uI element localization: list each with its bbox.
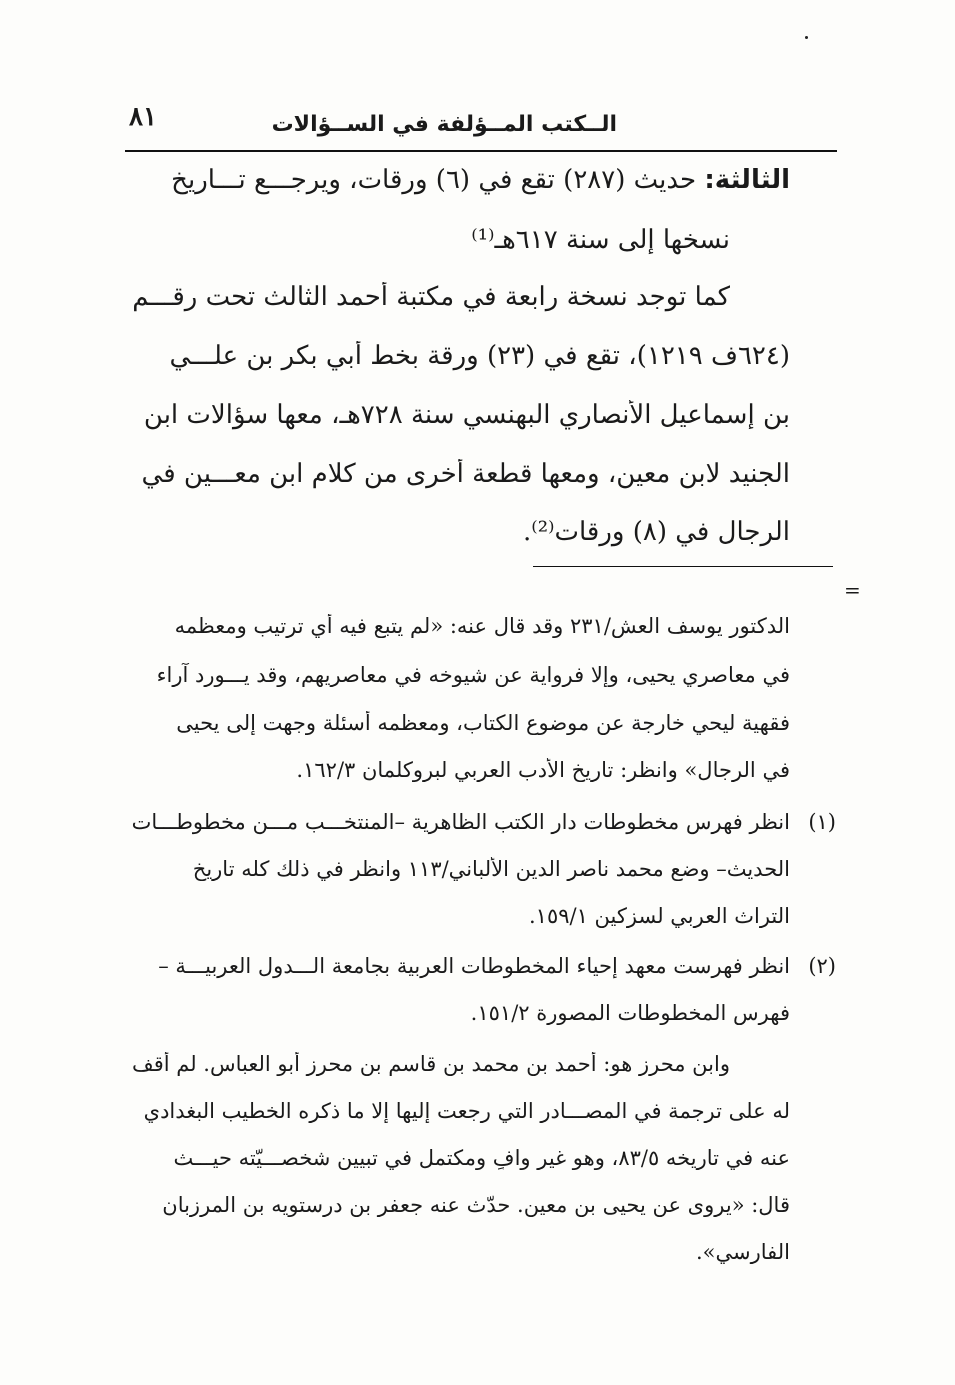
footnote-number: (٢): [808, 954, 836, 978]
running-title: الــكتب المــؤلفة في الســؤالات: [271, 112, 617, 137]
section-lead: الثالثة:: [704, 165, 790, 195]
text-line: [128, 165, 790, 195]
note-line: عنه في تاريخه ٨٣/٥، وهو غير وافٍ ومكتمل في تبيين شخصـــيّته حيـــث: [173, 1146, 790, 1170]
note-line: قال: «يروى عن يحيى بن معين. حدّث عنه جعفر بن درستويه بن المرزبان: [162, 1193, 790, 1217]
text-line: بن إسماعيل الأنصاري البهنسي سنة ٧٢٨هـ، معها سؤالات ابن: [143, 400, 790, 430]
main-text: [128, 0, 790, 560]
footnote-1: [128, 810, 836, 834]
text-span: حديث (٢٨٧) تقع في (٦) ورقات، ويرجـــع تـــاريخ: [171, 165, 697, 195]
footnote-line: فهرس المخطوطات المصورة ١٥١/٢.: [470, 1001, 790, 1025]
footnote-line: الدكتور يوسف العش/٢٣١ وقد قال عنه: «لم يتبع فيه أي ترتيب ومعظمه: [174, 614, 790, 638]
footnote-line: الحديث– وضع محمد ناصر الدين الألباني/١١٣ وانظر في ذلك كله تاريخ: [192, 857, 790, 881]
page-number: ٨١: [129, 102, 157, 132]
note-line: الفارسي».: [695, 1240, 790, 1264]
footnote-line: في الرجال» وانظر: تاريخ الأدب العربي لبروكلمان ١٦٢/٣.: [296, 758, 790, 782]
footnote-separator: [533, 566, 833, 567]
continuation-mark: =: [844, 578, 861, 602]
footnote-text: انظر فهرست معهد إحياء المخطوطات العربية بجامعة الـــدول العربيـــة –: [158, 954, 790, 978]
speck-mark: [805, 36, 808, 39]
footnote-text: انظر فهرس مخطوطات دار الكتب الظاهرية –المنتخـــب مـــن مخطوطـــات: [131, 810, 790, 834]
text-line: نسخها إلى سنة ٦١٧هـ⁽¹⁾: [471, 225, 730, 255]
text-line: كما توجد نسخة رابعة في مكتبة أحمد الثالث تحت رقـــم: [132, 282, 730, 312]
text-line: (٦٢٤ف ١٢١٩)، تقع في (٢٣) ورقة بخط أبي بكر بن علـــي: [169, 341, 790, 371]
footnote-line: التراث العربي لسزكين ١٥٩/١.: [528, 904, 790, 928]
text-line: الجنيد لابن معين، ومعها قطعة أخرى من كلام ابن معـــين في: [141, 459, 790, 489]
footnote-2: [128, 954, 836, 978]
footnote-line: في معاصري يحيى، وإلا فرواية عن شيوخه في معاصريهم، وقد يـــورد آراء: [156, 663, 790, 687]
note-line: له على ترجمة في المصـــادر التي رجعت إليها إلا ما ذكره الخطيب البغدادي: [143, 1099, 790, 1123]
note-line: وابن محرز هو: أحمد بن محمد بن قاسم بن محرز أبو العباس. لم أقف: [131, 1052, 730, 1076]
text-line: الرجال في (٨) ورقات⁽²⁾.: [523, 517, 790, 547]
footnote-number: (١): [808, 810, 836, 834]
footnote-line: فقهية ليحي خارجة عن موضوع الكتاب، ومعظمه أسئلة وجهت إلى يحيى: [176, 711, 790, 735]
